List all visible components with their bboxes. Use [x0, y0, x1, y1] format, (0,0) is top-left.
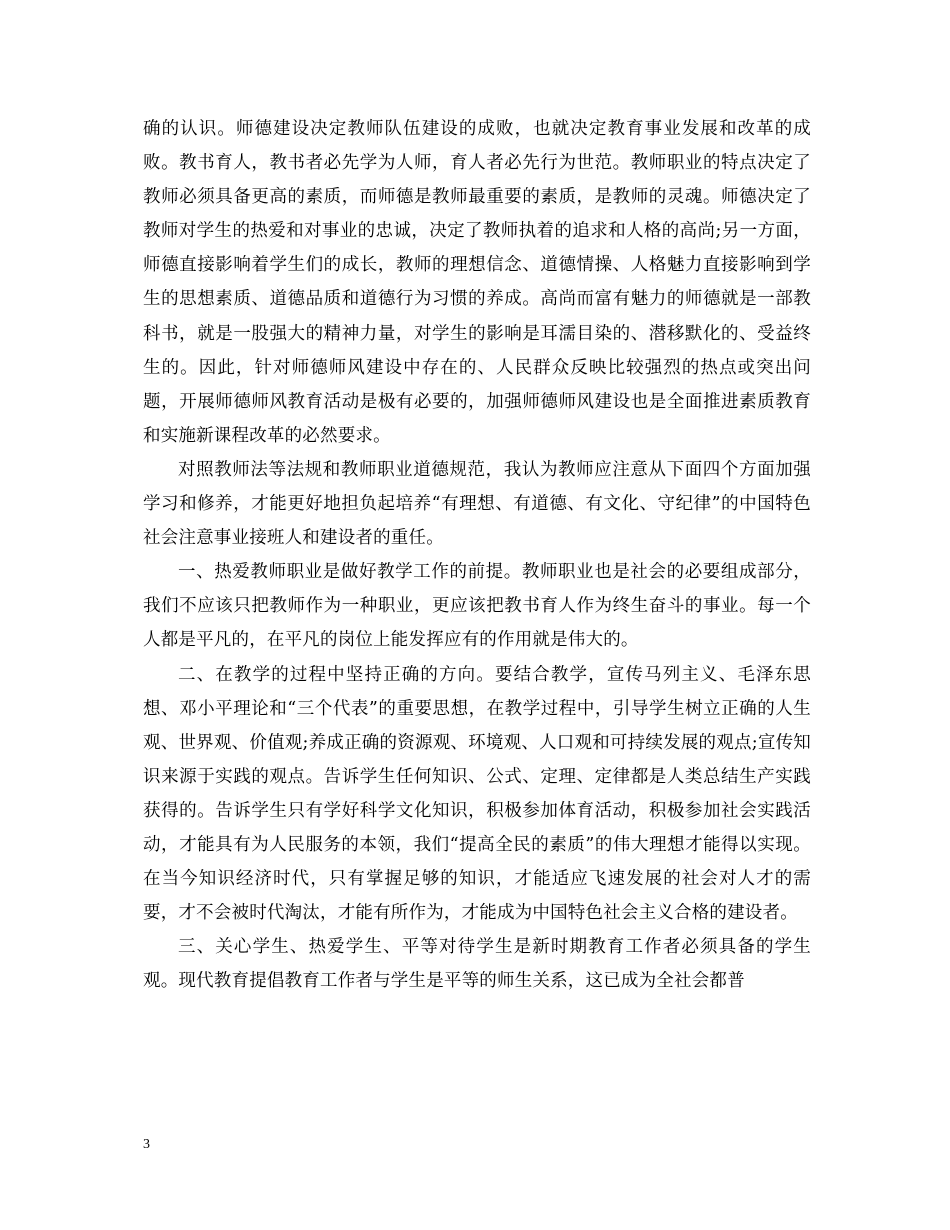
document-body: [143, 112, 811, 998]
paragraph-point-one: 一、热爱教师职业是做好教学工作的前提。教师职业也是社会的必要组成部分，我们不应该只把教师作为一种职业，更应该把教书育人作为终生奋斗的事业。每一个人都是平凡的，在平凡的岗位上能发挥应有的作用就是伟大的。: [143, 562, 811, 651]
paragraph-continuation: 确的认识。师德建设决定教师队伍建设的成败，也就决定教育事业发展和改革的成败。教书育人，教书者必先学为人师，育人者必先行为世范。教师职业的特点决定了教师必须具备更高的素质，而师德是教师最重要的素质，是教师的灵魂。师德决定了教师对学生的热爱和对事业的忠诚，决定了教师执着的追求和人格的高尚;另一方面，师德直接影响着学生们的成长，教师的理想信念、道德情操、人格魅力直接影响到学生的思想素质、道德品质和道德行为习惯的养成。高尚而富有魅力的师德就是一部教科书，就是一股强大的精神力量，对学生的影响是耳濡目染的、潜移默化的、受益终生的。因此，针对师德师风建设中存在的、人民群众反映比较强烈的热点或突出问题，开展师德师风教育活动是极有必要的，加强师德师风建设也是全面推进素质教育和实施新课程改革的必然要求。: [143, 119, 811, 446]
paragraph-point-two: 二、在教学的过程中坚持正确的方向。要结合教学，宣传马列主义、毛泽东思想、邓小平理论和“三个代表”的重要思想，在教学过程中，引导学生树立正确的人生观、世界观、价值观;养成正确的资源观、环境观、人口观和可持续发展的观点;宣传知识来源于实践的观点。告诉学生任何知识、公式、定理、定律都是人类总结生产实践获得的。告诉学生只有学好科学文化知识，积极参加体育活动，积极参加社会实践活动，才能具有为人民服务的本领，我们“提高全民的素质”的伟大理想才能得以实现。在当今知识经济时代，只有掌握足够的知识，才能适应飞速发展的社会对人才的需要，才不会被时代淘汰，才能有所作为，才能成为中国特色社会主义合格的建设者。: [143, 664, 811, 924]
paragraph-contrast-regulations: 对照教师法等法规和教师职业道德规范，我认为教师应注意从下面四个方面加强学习和修养，才能更好地担负起培养“有理想、有道德、有文化、守纪律”的中国特色社会注意事业接班人和建设者的重任。: [143, 459, 811, 549]
paragraph-point-three: 三、关心学生、热爱学生、平等对待学生是新时期教育工作者必须具备的学生观。现代教育提倡教育工作者与学生是平等的师生关系，这已成为全社会都普: [143, 937, 811, 992]
page-number: 3: [143, 1137, 150, 1152]
